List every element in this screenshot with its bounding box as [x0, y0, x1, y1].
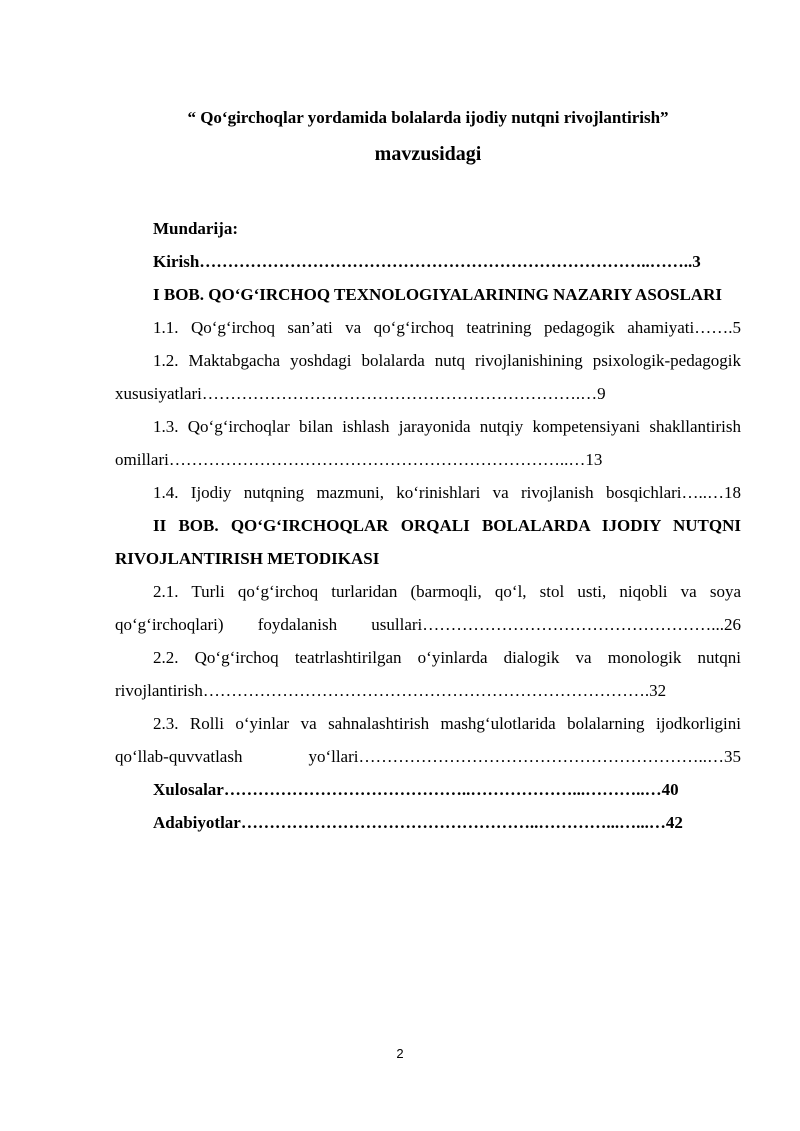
toc-heading: Mundarija: [153, 219, 238, 238]
toc-entry-1-2: 1.2. Maktabgacha yoshdagi bolalarda nutq rivojlanishining psixologik-pedagogik xususiyatlari………………………………………………………….…9 [115, 351, 741, 403]
toc-entry-introduction: Kirish……………………………………………………………………..……..3 [153, 252, 701, 271]
toc-entry-references: Adabiyotlar……………………………………………..…………...…...…42 [153, 813, 683, 832]
document-title: “ Qo‘girchoqlar yordamida bolalarda ijodiy nutqni rivojlantirish” [187, 108, 669, 127]
toc-entry-2-3: 2.3. Rolli o‘yinlar va sahnalashtirish mashg‘ulotlarida bolalarning ijodkorligini qo‘llab-quvvatlash yo‘llari……………………………………………………..…35 [115, 714, 741, 766]
document-subtitle: mavzusidagi [374, 143, 482, 165]
toc-entry-1-1: 1.1. Qo‘g‘irchoq san’ati va qo‘g‘irchoq teatrining pedagogik ahamiyati…….5 [153, 318, 741, 337]
toc-entry-1-4: 1.4. Ijodiy nutqning mazmuni, ko‘rinishlari va rivojlanish bosqichlari…..…18 [153, 483, 741, 502]
toc-entry-2-1: 2.1. Turli qo‘g‘irchoq turlaridan (barmoqli, qo‘l, stol usti, niqobli va soya qo‘g‘irchoqlari) foydalanish usullari……………………………………………...26 [115, 582, 741, 634]
toc-entry-1-3: 1.3. Qo‘g‘irchoqlar bilan ishlash jarayonida nutqiy kompetensiyani shakllantirish omillari……………………………………………………………..…13 [115, 417, 741, 469]
toc-entry-chapter-2: II BOB. QO‘G‘IRCHOQLAR ORQALI BOLALARDA IJODIY NUTQNI RIVOJLANTIRISH METODIKASI [115, 516, 741, 568]
toc-entry-chapter-1: I BOB. QO‘G‘IRCHOQ TEXNOLOGIYALARINING NAZARIY ASOSLARI [153, 285, 722, 304]
page-number: 2 [396, 1046, 404, 1061]
toc-entry-2-2: 2.2. Qo‘g‘irchoq teatrlashtirilgan o‘yinlarda dialogik va monologik nutqni rivojlantirish…………………………………………………………………….32 [115, 648, 741, 700]
table-of-contents [115, 212, 741, 839]
toc-entry-conclusions: Xulosalar……………………………………..………………...………..…40 [153, 780, 679, 799]
